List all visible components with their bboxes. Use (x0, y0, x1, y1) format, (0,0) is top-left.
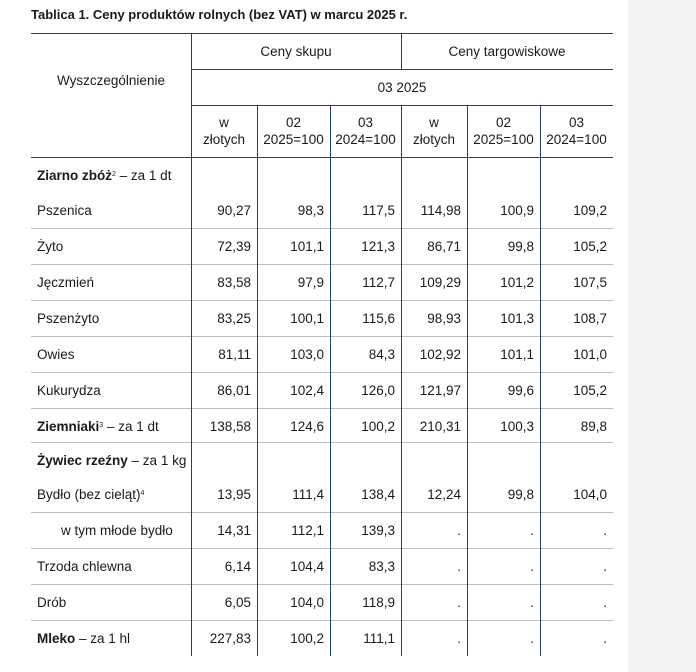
table-cell: 105,2 (573, 382, 607, 398)
col-header-line: 03 (568, 115, 585, 130)
table-cell: 83,58 (217, 274, 251, 290)
table-cell: 104,0 (573, 486, 607, 502)
table-cell: 89,8 (580, 418, 607, 434)
table-cell: 83,25 (217, 310, 251, 326)
table-cell: 100,2 (290, 630, 324, 646)
group-header-skup: Ceny skupu (260, 43, 332, 59)
table-cell: 103,0 (290, 346, 324, 362)
col-header-line: 2024=100 (546, 132, 607, 147)
col-header-line: 2024=100 (335, 132, 396, 147)
table-cell: 100,3 (500, 418, 534, 434)
group-header-targowiskowe: Ceny targowiskowe (448, 43, 566, 59)
table-cell: 83,3 (368, 558, 395, 574)
table-cell (401, 157, 461, 193)
table-cell: 100,9 (500, 202, 534, 218)
table-cell: 227,83 (209, 630, 251, 646)
row-label-bold: Żywiec rzeźny (37, 452, 128, 468)
col-header-line: złotych (412, 132, 456, 147)
table-cell: 112,7 (362, 274, 395, 290)
table-cell: 86,01 (217, 382, 251, 398)
table-cell: . (457, 522, 461, 538)
table-cell: . (603, 630, 607, 646)
table-cell: . (457, 558, 461, 574)
table-cell: 6,05 (224, 594, 251, 610)
col-header-line: 2025=100 (473, 132, 534, 147)
table-cell: . (530, 630, 534, 646)
col-header-line: 03 (357, 115, 374, 130)
table-cell: 105,2 (573, 238, 607, 254)
table-cell: 115,6 (362, 310, 395, 326)
table-cell (540, 157, 607, 193)
row-label-unit: – za 1 hl (75, 630, 131, 646)
table-cell: 90,27 (217, 202, 251, 218)
table-cell: . (530, 522, 534, 538)
row-label: Ziemniaki 3 – za 1 dt (37, 418, 159, 434)
table-cell: 102,92 (419, 346, 461, 362)
row-label-unit: – za 1 dt (103, 418, 159, 434)
col-header-targ-02-2025 (467, 105, 540, 157)
table-cell: 138,4 (361, 486, 395, 502)
table-cell: 112,1 (291, 522, 324, 538)
row-label (37, 300, 189, 336)
table-cell: 86,71 (427, 238, 461, 254)
table-cell: 210,31 (419, 418, 461, 434)
table-cell: 101,2 (500, 274, 534, 290)
table-cell: 101,1 (290, 238, 324, 254)
row-label-text: Owies (37, 346, 75, 362)
table-cell (191, 157, 251, 193)
table-cell: 139,3 (361, 522, 395, 538)
row-label: Bydło (bez cieląt) 4 (37, 486, 145, 502)
table-cell: 104,4 (290, 558, 324, 574)
table-cell: 99,6 (507, 382, 534, 398)
col-header-skup-zl (191, 105, 257, 157)
col-header-line: w (429, 115, 439, 130)
table-cell: 118,9 (362, 594, 395, 610)
row-label-bold: Ziemniaki (37, 418, 100, 434)
table-title: Tablica 1. Ceny produktów rolnych (bez VAT) w marcu 2025 r. (31, 7, 408, 22)
table-cell: 109,29 (419, 274, 461, 290)
table-cell: 101,1 (500, 346, 534, 362)
row-label-text: Żyto (37, 238, 64, 254)
table-cell (330, 442, 395, 478)
table-cell: 14,31 (217, 522, 251, 538)
table-cell (257, 442, 324, 478)
table-cell: 111,4 (292, 486, 324, 502)
row-label (37, 620, 189, 656)
table-cell: 101,3 (500, 310, 534, 326)
table-cell (257, 157, 324, 193)
table-cell: 6,14 (224, 558, 251, 574)
row-label-text: Pszenica (37, 202, 92, 218)
table-cell: 99,8 (507, 238, 534, 254)
row-label (37, 192, 189, 228)
row-label-unit: – za 1 dt (115, 167, 172, 183)
table-cell (467, 442, 534, 478)
table-cell: 126,0 (361, 382, 395, 398)
table-cell: 99,8 (507, 486, 534, 502)
table-cell: 117,5 (362, 202, 395, 218)
period-header: 03 2025 (377, 79, 427, 95)
row-label-text: Trzoda chlewna (37, 558, 132, 574)
row-label-text: Drób (37, 594, 67, 610)
table-cell (467, 157, 534, 193)
row-label-bold: Ziarno zbóż (37, 167, 112, 183)
row-label-text: Jęczmień (37, 274, 95, 290)
table-cell: 72,39 (217, 238, 251, 254)
row-label (37, 336, 189, 372)
row-label: Ziarno zbóż 2 – za 1 dt (37, 167, 172, 183)
col-header-skup-02-2025 (257, 105, 330, 157)
table-cell: 124,6 (290, 418, 324, 434)
table-cell: . (603, 522, 607, 538)
table-cell: 97,9 (297, 274, 324, 290)
table-cell: 111,1 (363, 630, 395, 646)
row-label (37, 584, 189, 620)
table-cell: . (457, 630, 461, 646)
table-cell: 121,3 (361, 238, 395, 254)
row-label (37, 264, 189, 300)
row-label (37, 372, 189, 408)
table-cell: 108,7 (573, 310, 607, 326)
row-label (37, 228, 189, 264)
row-label-unit: – za 1 kg (127, 452, 187, 468)
table-cell: 109,2 (573, 202, 607, 218)
row-label-text: Pszenżyto (37, 310, 100, 326)
table-cell: 102,4 (290, 382, 324, 398)
table-cell: . (603, 558, 607, 574)
table-cell (540, 442, 607, 478)
table-cell: . (530, 558, 534, 574)
stub-header: Wyszczególnienie (57, 72, 165, 88)
page-margin (628, 0, 696, 672)
table-cell: 12,24 (427, 486, 461, 502)
col-header-line: w (219, 115, 229, 130)
col-header-line: 2025=100 (263, 132, 324, 147)
table-cell (191, 442, 251, 478)
col-header-line: 02 (495, 115, 512, 130)
row-label-text: w tym młode bydło (61, 522, 173, 538)
table-cell: . (457, 594, 461, 610)
row-label (37, 548, 189, 584)
table-cell: 101,0 (573, 346, 607, 362)
col-header-targ-03-2024 (540, 105, 613, 157)
table-cell: 107,5 (573, 274, 607, 290)
row-label (37, 442, 189, 478)
table-cell: 138,58 (209, 418, 251, 434)
col-header-skup-03-2024 (330, 105, 401, 157)
table-cell: . (530, 594, 534, 610)
table-cell: 98,3 (297, 202, 324, 218)
table-cell: 114,98 (420, 202, 461, 218)
table-cell: . (603, 594, 607, 610)
col-header-targ-zl (401, 105, 467, 157)
table-cell: 121,97 (419, 382, 461, 398)
row-label-text: Kukurydza (37, 382, 101, 398)
table-cell (401, 442, 461, 478)
table-cell: 100,1 (290, 310, 324, 326)
table-cell (330, 157, 395, 193)
row-label-bold: Mleko (37, 630, 76, 646)
table-cell: 100,2 (361, 418, 395, 434)
row-label-text: Bydło (bez cieląt) (37, 486, 141, 502)
table-cell: 84,3 (368, 346, 395, 362)
col-header-line: złotych (202, 132, 246, 147)
col-header-line: 02 (285, 115, 302, 130)
table-cell: 81,11 (218, 346, 251, 362)
table-cell: 13,95 (217, 486, 251, 502)
table-cell: 98,93 (427, 310, 461, 326)
table-cell: 104,0 (290, 594, 324, 610)
